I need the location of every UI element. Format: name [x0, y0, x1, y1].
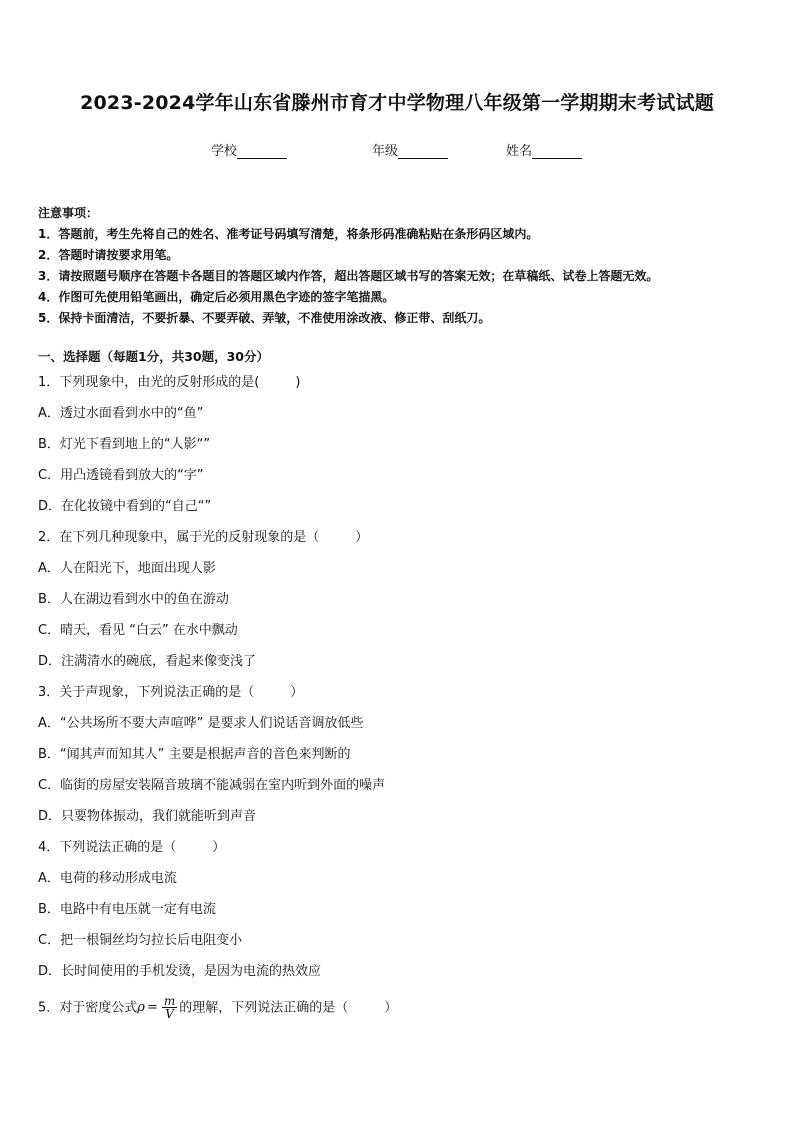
equals-sign: =: [146, 1000, 158, 1015]
option-d: D．只要物体振动，我们就能听到声音: [38, 809, 257, 824]
option-d: D．长时间使用的手机发烫，是因为电流的热效应: [38, 964, 322, 979]
option-c: C．临街的房屋安装隔音玻璃不能减弱在室内听到外面的噪声: [38, 778, 386, 793]
option-b: B．人在湖边看到水中的鱼在游动: [38, 592, 229, 607]
option-b: B．电路中有电压就一定有电流: [38, 902, 216, 917]
section-heading: 一、选择题（每题1分，共30题，30分）: [38, 349, 269, 364]
name-field: [506, 140, 582, 159]
question-close: ）: [212, 840, 226, 855]
option-d: D．在化妆镜中看到的“自己“”: [38, 499, 212, 514]
option-c: C．晴天，看见 “白云” 在水中飘动: [38, 623, 238, 638]
rho-symbol: ρ: [137, 1000, 145, 1015]
question-text: 1．下列现象中，由光的反射形成的是(: [38, 375, 260, 390]
option-b: B．灯光下看到地上的“人影“”: [38, 437, 211, 452]
option-a: A．电荷的移动形成电流: [38, 871, 177, 886]
exam-title: 2023-2024学年山东省滕州市育才中学物理八年级第一学期期末考试试题: [80, 92, 714, 114]
question-stem: [38, 838, 768, 869]
student-info-row: [0, 140, 794, 160]
notice-heading: 注意事项：: [38, 206, 99, 220]
option-c: C．把一根铜丝均匀拉长后电阻变小: [38, 933, 243, 948]
notice-item: 3．请按照题号顺序在答题卡各题目的答题区域内作答，超出答题区域书写的答案无效；在草稿纸、试卷上答题无效。: [38, 269, 659, 283]
notice-item: 5．保持卡面清洁，不要折暴、不要弄破、弄皱，不准使用涂改液、修正带、刮纸刀。: [38, 311, 491, 325]
name-label: 姓名: [506, 144, 533, 159]
grade-field: [372, 140, 448, 159]
school-blank: [237, 144, 287, 159]
option-c: C．用凸透镜看到放大的“字”: [38, 468, 204, 483]
question-text: 4．下列说法正确的是（: [38, 840, 177, 855]
option-d: D．注满清水的碗底，看起来像变浅了: [38, 654, 257, 669]
question-stem: [38, 528, 768, 559]
school-field: [211, 140, 287, 159]
question-text: 2．在下列几种现象中，属于光的反射现象的是（: [38, 530, 320, 545]
option-a: A．“公共场所不要大声喧哗” 是要求人们说话音调放低些: [38, 716, 364, 731]
notice-item: 2．答题时请按要求用笔。: [38, 248, 179, 262]
option-a: A．透过水面看到水中的“鱼”: [38, 406, 204, 421]
question-stem: [38, 993, 768, 1027]
grade-blank: [398, 144, 448, 159]
notice-item: 1．答题前，考生先将自己的姓名、准考证号码填写清楚，将条形码准确粘贴在条形码区域内。: [38, 227, 539, 241]
question-close: ）: [384, 1000, 398, 1016]
question-close: ): [295, 375, 301, 390]
notice-block: [38, 203, 768, 329]
question-text: 3．关于声现象，下列说法正确的是（: [38, 685, 255, 700]
fraction-denominator: V: [165, 1007, 174, 1021]
question-close: ）: [355, 530, 369, 545]
question-text: 5．对于密度公式: [38, 1000, 138, 1016]
question-stem: [38, 373, 768, 404]
option-a: A．人在阳光下，地面出现人影: [38, 561, 216, 576]
option-b: B．“闻其声而知其人” 主要是根据声音的音色来判断的: [38, 747, 351, 762]
fraction: [162, 995, 177, 1020]
question-text-suffix: 的理解，下列说法正确的是（: [179, 1000, 349, 1016]
question-list: [38, 373, 768, 1027]
fraction-numerator: m: [163, 994, 176, 1008]
name-blank: [532, 144, 582, 159]
grade-label: 年级: [372, 144, 399, 159]
school-label: 学校: [211, 144, 238, 159]
question-stem: [38, 683, 768, 714]
density-formula: [137, 993, 179, 1023]
notice-item: 4．作图可先使用铅笔画出，确定后必须用黑色字迹的签字笔描黑。: [38, 290, 395, 304]
question-close: ）: [290, 685, 304, 700]
